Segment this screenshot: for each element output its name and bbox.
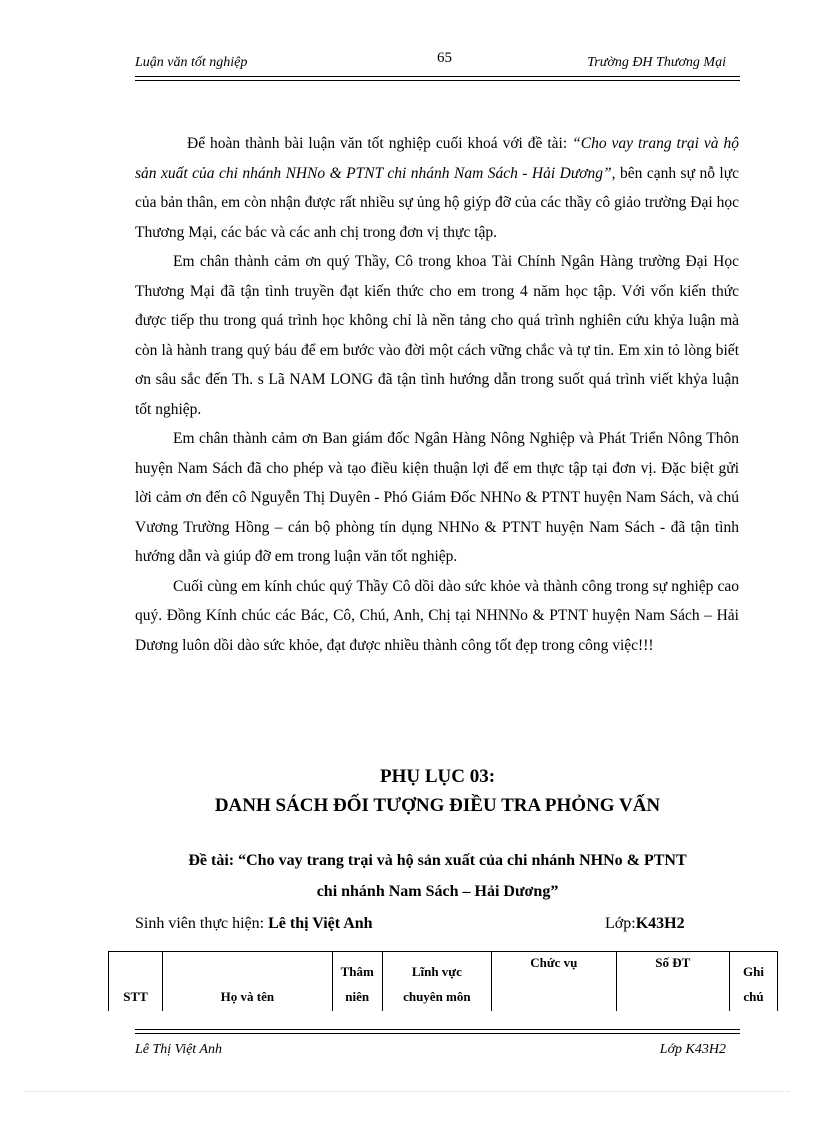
paragraph-1 — [135, 129, 739, 247]
paragraph-2: Em chân thành cảm ơn quý Thầy, Cô trong khoa Tài Chính Ngân Hàng trường Đại Học Thương Mại đã tận tình truyền đạt kiến thức cho em trong 4 năm học tập. Với vốn kiến thức được tiếp thu trong quá trình học không chỉ là nền tảng cho quá trình nghiên cứu khỷa luận mà còn là hành trang quý báu để em bước vào đời một cách vững chắc và tự tin. Em xin tỏ lòng biết ơn sâu sắc đến Th. s Lã NAM LONG đã tận tình hướng dẫn trong suốt quá trình viết khỷa luận tốt nghiệp. — [135, 253, 739, 418]
class-label: Lớp: — [605, 915, 636, 932]
appendix-title: PHỤ LỤC 03: — [379, 766, 496, 787]
table-header-cell: STT — [109, 952, 163, 1012]
page-number: 65 — [437, 50, 452, 66]
table-header-cell: Ghi chú — [729, 952, 777, 1012]
thesis-title-italic: “Cho vay trang trại và hộ sản xuất của chi nhánh NHNo & PTNT chi nhánh Nam Sách - Hải Dương” — [135, 135, 739, 182]
table-header-cell: Số ĐT — [616, 952, 729, 1012]
footer-author: Lê Thị Việt Anh — [135, 1042, 222, 1057]
acknowledgement-text — [135, 129, 739, 660]
student-info — [135, 915, 373, 933]
table-header-cell: Lĩnh vực chuyên môn — [382, 952, 491, 1012]
subject-text-1: “Cho vay trang trại và hộ sản xuất của chi nhánh NHNo & PTNT — [238, 852, 687, 869]
appendix-subtitle: DANH SÁCH ĐỐI TƯỢNG ĐIỀU TRA PHỎNG VẤN — [214, 795, 661, 816]
header-rule-thin — [135, 80, 740, 81]
table-header-cell: Thâm niên — [332, 952, 382, 1012]
subject-line-1 — [135, 852, 740, 870]
class-value: K43H2 — [635, 915, 685, 932]
student-label: Sinh viên thực hiện: — [135, 915, 265, 932]
header-left: Luận văn tốt nghiệp — [135, 55, 248, 70]
footer-rule-thick — [135, 1033, 740, 1034]
subject-label: Đề tài: — [188, 852, 235, 869]
table-header-cell: Họ và tên — [163, 952, 333, 1012]
student-name: Lê thị Việt Anh — [268, 915, 373, 932]
footer-class: Lớp K43H2 — [659, 1042, 726, 1057]
subject-line-2: chi nhánh Nam Sách – Hải Dương” — [316, 883, 559, 900]
class-info — [605, 915, 685, 933]
table-header-cell: Chức vụ — [492, 952, 617, 1012]
header-rule-thick — [135, 76, 740, 77]
paragraph-4: Cuối cùng em kính chúc quý Thầy Cô dồi dào sức khỏe và thành công trong sự nghiệp cao quý. Đồng Kính chúc các Bác, Cô, Chú, Anh, Chị tại NHNNo & PTNT huyện Nam Sách – Hải Dương luôn dồi dào sức khỏe, đạt được nhiều thành công tốt đẹp trong công việc!!! — [135, 577, 739, 654]
header-right: Trường ĐH Thương Mại — [587, 55, 726, 70]
paragraph-1-intro: Để hoàn thành bài luận văn tốt nghiệp cuối khoá với đề tài: — [187, 135, 573, 152]
paragraph-3: Em chân thành cảm ơn Ban giám đốc Ngân Hàng Nông Nghiệp và Phát Triển Nông Thôn huyện Nam Sách đã cho phép và tạo điều kiện thuận lợi để em thực tập tại đơn vị. Đặc biệt gửi lời cảm ơn đến cô Nguyễn Thị Duyên - Phó Giám Đốc NHNo & PTNT huyện Nam Sách, và chú Vương Trường Hồng – cán bộ phòng tín dụng NHNo & PTNT huyện Nam Sách - đã tận tình hướng dẫn và giúp đỡ em trong luận văn tốt nghiệp. — [135, 430, 739, 565]
table-header-row — [109, 952, 778, 1012]
footer-rule-thin — [135, 1029, 740, 1030]
interview-table — [108, 951, 778, 1011]
page-edge-dotted-line — [25, 1091, 790, 1092]
paragraph-1-rest: , bên cạnh sự nỗ lực của bản thân, em còn nhận được rất nhiều sự ủng hộ giýp đỡ của các thầy cô giảo trường Đại học Thương Mại, các bác và các anh chị trong đơn vị thực tập. — [135, 164, 739, 241]
